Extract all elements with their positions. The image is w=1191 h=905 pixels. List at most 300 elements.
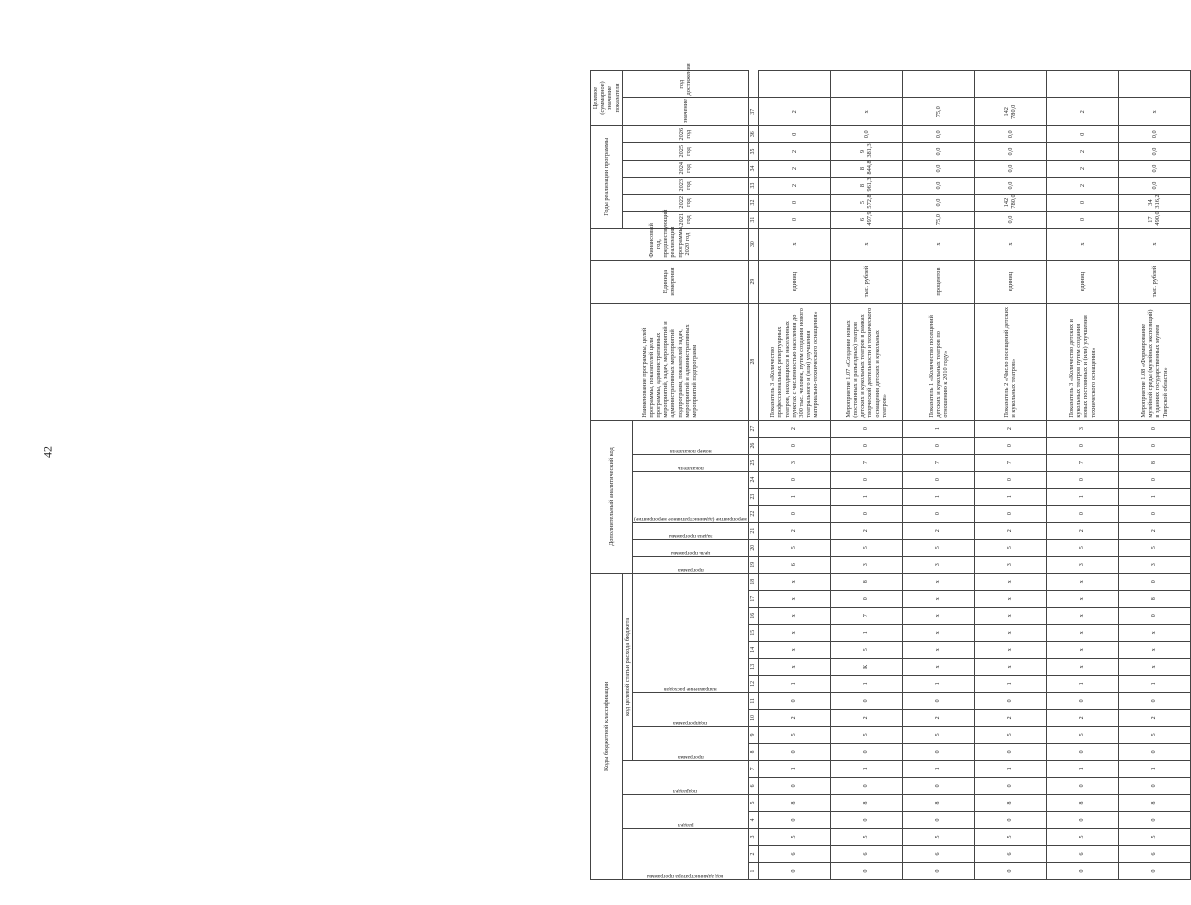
code-cell: 0	[902, 777, 974, 794]
code-cell: 7	[830, 454, 902, 471]
row-year-value: 0,0	[974, 160, 1046, 177]
row-year-value: 0,0	[902, 194, 974, 211]
code-cell: x	[758, 590, 830, 607]
code-cell: 1	[830, 624, 902, 641]
analytic-direction-header: мероприятие (административное мероприятие)	[634, 515, 747, 522]
code-cell: 0	[830, 590, 902, 607]
row-final-year	[974, 71, 1046, 99]
row-base-value: x	[974, 228, 1046, 260]
base-year-header: Финансовый год, предшествующий реализации программы, 2020 год	[591, 228, 749, 260]
row-year-value: 75,0	[902, 211, 974, 228]
code-section-header: раздел	[677, 821, 694, 828]
column-number: 13	[748, 658, 758, 675]
code-cell: 0	[902, 692, 974, 709]
column-number: 31	[748, 211, 758, 228]
row-final-value: x	[830, 98, 902, 126]
code-cell: 1	[902, 675, 974, 692]
code-cell: 5	[1118, 726, 1190, 743]
table-row	[974, 71, 1046, 880]
code-cell: 0	[830, 777, 902, 794]
year-header: 2023 год	[622, 177, 748, 194]
code-cell: 0	[1118, 692, 1190, 709]
code-cell: 5	[1046, 828, 1118, 845]
row-name: Показатель 3 «Количество профессиональных репертуарных театров, находящихся в населенных пунктах с численностью населения до 300 тыс. человек, путем создания нового театрального и (или) улучшения материально-технического оснащения»	[758, 303, 830, 420]
code-cell: x	[902, 590, 974, 607]
row-year-value: 142 780,0	[974, 194, 1046, 211]
code-cell: 6	[830, 845, 902, 862]
column-number: 11	[748, 692, 758, 709]
row-name: Мероприятие 1.07 «Создание новых (постоянных и разъездных) театров детских и кукольных театров в рамках творческой деятельности и технического оснащения детских и кукольных театров»	[830, 303, 902, 420]
code-cell: 0	[758, 437, 830, 454]
code-cell: 0	[830, 811, 902, 828]
code-cell: 0	[758, 692, 830, 709]
code-admin-header: код администратора программы	[647, 873, 724, 879]
code-cell: x	[902, 624, 974, 641]
column-number: 24	[748, 471, 758, 488]
code-cell: 6	[1118, 845, 1190, 862]
code-cell: x	[974, 590, 1046, 607]
code-cell: 0	[1118, 437, 1190, 454]
code-cell: x	[1118, 658, 1190, 675]
code-cell: 0	[902, 437, 974, 454]
code-program-header: программа	[677, 753, 704, 760]
column-number: 5	[748, 794, 758, 811]
row-base-value: x	[1046, 228, 1118, 260]
code-cell: 2	[758, 522, 830, 539]
code-cell: 5	[974, 539, 1046, 556]
code-cell: 3	[974, 556, 1046, 573]
analytic-subprogram-header: цель программы	[670, 549, 711, 556]
code-cell: 0	[1118, 862, 1190, 879]
row-unit: единиц	[1046, 260, 1118, 303]
code-cell: 7	[1046, 454, 1118, 471]
row-year-value: 8 844,8	[830, 160, 902, 177]
code-cell: 0	[830, 692, 902, 709]
code-cell: 8	[902, 794, 974, 811]
code-cell: 1	[830, 760, 902, 777]
column-number: 23	[748, 488, 758, 505]
code-cell: 1	[902, 488, 974, 505]
code-cell: 0	[1118, 743, 1190, 760]
code-cell: 0	[1046, 471, 1118, 488]
table-row	[902, 71, 974, 880]
analytic-program-header: программа	[677, 566, 704, 573]
row-final-year	[758, 71, 830, 99]
code-cell: 1	[974, 488, 1046, 505]
row-year-value: 0,0	[902, 126, 974, 144]
code-cell: 0	[758, 505, 830, 522]
code-cell: 0	[1046, 743, 1118, 760]
code-cell: 8	[830, 573, 902, 590]
row-year-value: 0	[758, 126, 830, 144]
code-cell: 1	[1046, 675, 1118, 692]
code-cell: 8	[1046, 794, 1118, 811]
code-cell: 0	[1046, 811, 1118, 828]
column-number: 17	[748, 590, 758, 607]
column-number: 4	[748, 811, 758, 828]
code-direction-header: направление расходов	[664, 685, 717, 692]
code-cell: 8	[974, 794, 1046, 811]
code-cell: 0	[758, 743, 830, 760]
code-cell: 0	[1118, 505, 1190, 522]
row-year-value: 0,0	[1118, 126, 1190, 144]
analytic-task-header: задача программы	[668, 532, 713, 539]
code-cell: 1	[830, 675, 902, 692]
row-year-value: 0,0	[1118, 177, 1190, 194]
row-base-value: x	[758, 228, 830, 260]
code-cell: 0	[1118, 811, 1190, 828]
code-cell: x	[974, 573, 1046, 590]
code-cell: 5	[1046, 726, 1118, 743]
code-cell: 3	[1046, 420, 1118, 437]
code-cell: 0	[1046, 862, 1118, 879]
row-base-value: x	[830, 228, 902, 260]
code-cell: 0	[830, 862, 902, 879]
code-cell: 0	[974, 505, 1046, 522]
code-cell: 5	[830, 641, 902, 658]
row-year-value: 0,0	[902, 160, 974, 177]
code-cell: 0	[1118, 607, 1190, 624]
code-cell: 2	[1046, 522, 1118, 539]
row-final-value: 2	[758, 98, 830, 126]
row-year-value: 2	[758, 160, 830, 177]
code-cell: 3	[758, 454, 830, 471]
row-year-value: 2	[1046, 177, 1118, 194]
year-header: 2024 год	[622, 160, 748, 177]
code-cell: 0	[758, 777, 830, 794]
code-cell: 5	[974, 726, 1046, 743]
row-year-value: 0,0	[902, 143, 974, 160]
code-cell: x	[1046, 641, 1118, 658]
code-target-header: код целевой статьи расхода бюджета	[622, 573, 632, 760]
code-cell: 1	[830, 488, 902, 505]
table-row	[830, 71, 902, 880]
code-cell: x	[974, 624, 1046, 641]
row-final-year	[830, 71, 902, 99]
code-cell: 1	[1118, 488, 1190, 505]
analytic-group-header: Дополнительный аналитический код	[591, 420, 633, 573]
code-cell: 1	[1118, 675, 1190, 692]
row-year-value: 0,0	[974, 143, 1046, 160]
column-number: 20	[748, 539, 758, 556]
code-cell: 7	[902, 454, 974, 471]
code-cell: 0	[758, 471, 830, 488]
code-cell: 3	[1118, 556, 1190, 573]
code-cell: 5	[1118, 828, 1190, 845]
code-cell: 0	[1046, 505, 1118, 522]
code-cell: 6	[758, 845, 830, 862]
table-row	[1118, 71, 1190, 880]
column-number: 32	[748, 194, 758, 211]
row-year-value: 5 572,8	[830, 194, 902, 211]
row-year-value: 0,0	[830, 126, 902, 144]
code-cell: 0	[974, 811, 1046, 828]
code-cell: 0	[758, 862, 830, 879]
row-unit: единиц	[974, 260, 1046, 303]
column-number: 16	[748, 607, 758, 624]
column-number-row	[748, 71, 758, 880]
row-final-value: 75,0	[902, 98, 974, 126]
row-name: Показатель 3 «Количество детских и кукольных театров путем создания новых постоянных и (или) улучшения технического оснащения»	[1046, 303, 1118, 420]
code-cell: К	[830, 658, 902, 675]
column-number: 8	[748, 743, 758, 760]
code-cell: x	[758, 658, 830, 675]
code-cell: x	[758, 607, 830, 624]
code-cell: 6	[902, 845, 974, 862]
code-cell: x	[758, 624, 830, 641]
row-unit: тыс. рублей	[830, 260, 902, 303]
code-cell: 0	[1118, 573, 1190, 590]
column-number: 9	[748, 726, 758, 743]
row-unit: единиц	[758, 260, 830, 303]
row-year-value: 34 316,2	[1118, 194, 1190, 211]
code-cell: 5	[758, 539, 830, 556]
rotated-table-container	[590, 63, 1169, 880]
code-cell: 5	[902, 828, 974, 845]
code-cell: 1	[902, 760, 974, 777]
code-subsection-header: подраздел	[673, 787, 698, 794]
row-final-year	[1118, 71, 1190, 99]
code-cell: x	[902, 658, 974, 675]
code-cell: 0	[830, 437, 902, 454]
code-cell: 2	[758, 709, 830, 726]
code-cell: 0	[902, 811, 974, 828]
column-number: 19	[748, 556, 758, 573]
code-cell: 0	[1046, 437, 1118, 454]
code-cell: x	[902, 573, 974, 590]
analytic-indicator-header: показатель	[677, 464, 704, 471]
code-cell: 2	[1118, 522, 1190, 539]
code-subprogram-header: подпрограмма	[673, 719, 708, 726]
column-number: 3	[748, 828, 758, 845]
row-name: Показатель 1 «Количество посещений детских и кукольных театров по отношению к 2010 году»	[902, 303, 974, 420]
code-cell: 5	[974, 828, 1046, 845]
code-cell: 1	[974, 760, 1046, 777]
column-number: 36	[748, 126, 758, 144]
code-cell: 1	[974, 675, 1046, 692]
code-cell: 2	[830, 709, 902, 726]
row-year-value: 0	[758, 194, 830, 211]
row-year-value: 0,0	[974, 126, 1046, 144]
row-final-year	[902, 71, 974, 99]
row-year-value: 0,0	[1118, 160, 1190, 177]
code-cell: 0	[974, 692, 1046, 709]
name-header: Наименование программы, целей программы, показателей цели программы, административных мероприятий, задач, мероприятий и административных мероприятий подпрограмм, показателей задач, мероприятий и административных мероприятий подпрограмм	[591, 303, 749, 420]
analytic-number-header: номер показателя	[669, 447, 712, 454]
year-header: 2026 год	[622, 126, 748, 144]
row-year-value: 2	[758, 143, 830, 160]
row-year-value: 2	[758, 177, 830, 194]
row-year-value: 0,0	[974, 211, 1046, 228]
column-number: 14	[748, 641, 758, 658]
code-cell: 0	[1046, 777, 1118, 794]
code-cell: 1	[1046, 760, 1118, 777]
code-cell: 1	[1118, 760, 1190, 777]
column-number: 35	[748, 143, 758, 160]
code-cell: 0	[830, 743, 902, 760]
code-cell: 1	[758, 760, 830, 777]
code-cell: 5	[758, 828, 830, 845]
code-cell: 3	[1046, 556, 1118, 573]
code-cell: 5	[830, 828, 902, 845]
code-cell: 5	[902, 539, 974, 556]
code-cell: 3	[830, 556, 902, 573]
column-number: 18	[748, 573, 758, 590]
code-cell: 8	[1118, 454, 1190, 471]
row-final-value: 2	[1046, 98, 1118, 126]
code-cell: 7	[974, 454, 1046, 471]
code-cell: 0	[902, 471, 974, 488]
final-value-header: значение	[622, 98, 748, 126]
years-group-header: Годы реализации программы	[591, 126, 623, 229]
code-cell: 8	[830, 794, 902, 811]
column-number: 33	[748, 177, 758, 194]
code-cell: 0	[974, 437, 1046, 454]
code-cell: 7	[830, 607, 902, 624]
code-cell: 2	[1118, 709, 1190, 726]
row-year-value: 9 381,3	[830, 143, 902, 160]
code-cell: 2	[1046, 709, 1118, 726]
code-cell: 0	[902, 743, 974, 760]
row-year-value: 17 490,0	[1118, 211, 1190, 228]
code-cell: 1	[758, 675, 830, 692]
row-year-value: 0	[1046, 211, 1118, 228]
row-year-value: 0	[1046, 194, 1118, 211]
final-year-header: год достижения	[622, 71, 748, 99]
column-number: 12	[748, 675, 758, 692]
code-cell: 0	[830, 420, 902, 437]
page-number: 42	[40, 446, 55, 458]
code-cell: 0	[1118, 420, 1190, 437]
table-body	[748, 71, 1190, 880]
year-header: 2025 год	[622, 143, 748, 160]
column-number: 26	[748, 437, 758, 454]
code-cell: 1	[758, 488, 830, 505]
code-cell: x	[974, 658, 1046, 675]
year-header: 2022 год	[622, 194, 748, 211]
row-year-value: 2	[1046, 160, 1118, 177]
column-number: 37	[748, 98, 758, 126]
row-unit: тыс. рублей	[1118, 260, 1190, 303]
column-number: 29	[748, 260, 758, 303]
code-cell: 0	[974, 862, 1046, 879]
code-cell: 0	[830, 471, 902, 488]
row-year-value: 0	[758, 211, 830, 228]
column-number: 6	[748, 777, 758, 794]
code-cell: 0	[974, 743, 1046, 760]
column-number: 10	[748, 709, 758, 726]
code-cell: 0	[974, 777, 1046, 794]
code-cell: 8	[1118, 590, 1190, 607]
code-cell: x	[758, 573, 830, 590]
row-year-value: 6 497,9	[830, 211, 902, 228]
row-name: Показатель 2 «Число посещений детских и кукольных театров»	[974, 303, 1046, 420]
code-cell: 6	[758, 556, 830, 573]
code-cell: x	[974, 607, 1046, 624]
code-cell: 1	[1046, 488, 1118, 505]
code-cell: 0	[974, 471, 1046, 488]
column-number: 22	[748, 505, 758, 522]
code-cell: 6	[974, 845, 1046, 862]
code-cell: 2	[830, 522, 902, 539]
column-number: 30	[748, 228, 758, 260]
row-year-value: 0,0	[974, 177, 1046, 194]
code-cell: 5	[902, 726, 974, 743]
code-cell: x	[1046, 573, 1118, 590]
code-cell: 3	[902, 556, 974, 573]
code-cell: 1	[902, 420, 974, 437]
row-year-value: 0,0	[1118, 143, 1190, 160]
code-cell: x	[974, 641, 1046, 658]
code-cell: 0	[830, 505, 902, 522]
code-cell: 2	[974, 522, 1046, 539]
code-cell: x	[1118, 624, 1190, 641]
code-cell: x	[1046, 607, 1118, 624]
row-year-value: 0	[1046, 126, 1118, 144]
code-cell: x	[1046, 590, 1118, 607]
code-cell: 0	[1046, 692, 1118, 709]
row-final-year	[1046, 71, 1118, 99]
code-cell: 2	[974, 420, 1046, 437]
code-cell: 8	[1118, 794, 1190, 811]
column-number: 1	[748, 862, 758, 879]
row-base-value: x	[1118, 228, 1190, 260]
row-unit: процентов	[902, 260, 974, 303]
unit-header: Единица измерения	[591, 260, 749, 303]
code-cell: 2	[902, 522, 974, 539]
column-number: 34	[748, 160, 758, 177]
code-cell: x	[1118, 641, 1190, 658]
code-cell: 5	[758, 726, 830, 743]
codes-group-header: Коды бюджетной классификации	[591, 573, 623, 879]
code-cell: 0	[758, 811, 830, 828]
column-number: 21	[748, 522, 758, 539]
code-cell: 2	[902, 709, 974, 726]
program-table	[590, 63, 1191, 880]
column-number: 2	[748, 845, 758, 862]
column-number: 28	[748, 303, 758, 420]
code-cell: 5	[830, 539, 902, 556]
final-group-header: Целевое (суммарное) значение показателя	[591, 71, 623, 126]
row-year-value: 0,0	[902, 177, 974, 194]
row-final-value: 142 780,0	[974, 98, 1046, 126]
table-row	[758, 71, 830, 880]
code-cell: 0	[902, 505, 974, 522]
code-cell: 5	[1046, 539, 1118, 556]
code-cell: 6	[1046, 845, 1118, 862]
code-cell: x	[902, 607, 974, 624]
table-row	[1046, 71, 1118, 880]
row-year-value: 2	[1046, 143, 1118, 160]
code-cell: x	[1046, 624, 1118, 641]
row-name: Мероприятие 1.08 «Формирование музейной среды (музейных экспозиций) в зданиях государственных музеев Тверской области»	[1118, 303, 1190, 420]
row-year-value: 8 961,3	[830, 177, 902, 194]
code-cell: x	[1046, 658, 1118, 675]
code-cell: 8	[758, 794, 830, 811]
column-number: 25	[748, 454, 758, 471]
code-cell: 0	[1118, 471, 1190, 488]
code-cell: 5	[1118, 539, 1190, 556]
code-cell: 2	[974, 709, 1046, 726]
year-header: 2021 год	[622, 211, 748, 228]
column-number: 7	[748, 760, 758, 777]
code-cell: 0	[1118, 777, 1190, 794]
row-final-value: x	[1118, 98, 1190, 126]
code-cell: x	[902, 641, 974, 658]
column-number: 27	[748, 420, 758, 437]
code-cell: 2	[758, 420, 830, 437]
code-cell: x	[758, 641, 830, 658]
